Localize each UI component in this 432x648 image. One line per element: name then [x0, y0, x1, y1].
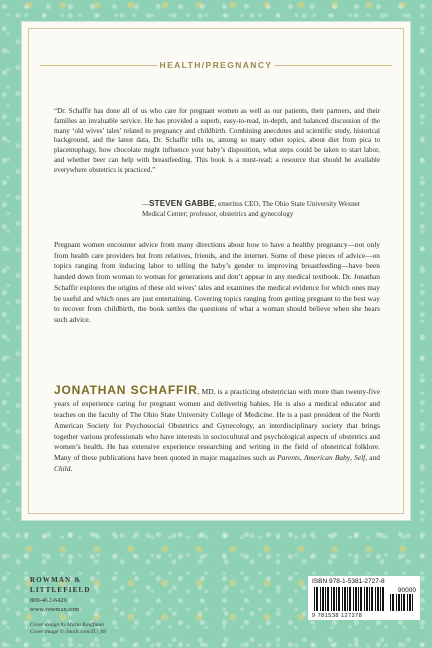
cover-credits — [30, 622, 106, 637]
category-heading — [22, 60, 410, 70]
price-code: 90000 — [397, 587, 416, 594]
magazine-self: Self — [354, 453, 366, 463]
cover-image-credit: Cover image © iStock.com/ZU_09 — [30, 629, 106, 636]
publisher-url: www.rowman.com — [30, 605, 80, 613]
publisher-phone: 800-462-6420 — [30, 596, 67, 604]
magazine-sep-2: , — [350, 453, 355, 463]
category-label: HEALTH/PREGNANCY — [159, 60, 273, 70]
publisher-name-line-2: LITTLEFIELD — [30, 585, 91, 594]
publisher-name-line-1: ROWMAN & — [30, 576, 82, 584]
endorsement-attribution — [142, 198, 380, 220]
magazine-american-baby: American Baby — [303, 453, 351, 463]
author-bio-text: , MD, is a practicing obstetrician with more than twenty-five years of experience caring for pregnant women and delivering babies. He is also a medical educator and teaches on the faculty of The Ohio State University College of Medicine. He is a past president of the North American Society for Psychosocial Obstetrics and Gynecology, an interdisciplinary society that brings together various professionals who have interests in sociocultural and psychological aspects of obstetrics and women’s health. He has extensive experience researching and writing in the field of obstetrical folklore. Many of these publications have been quoted in major magazines such as — [54, 387, 380, 463]
heading-rule-left — [40, 65, 158, 66]
magazine-parents: Parents — [277, 453, 300, 463]
magazine-sep-3: , and — [365, 453, 380, 463]
barcode-bars — [314, 587, 386, 611]
magazine-sep-1: , — [299, 453, 304, 463]
barcode-addon-bars — [390, 594, 414, 611]
publisher-block — [30, 576, 91, 614]
endorser-title: , emeritus CEO, The Ohio State University Wexner Medical Center; professor, obstetrics and gynecology — [142, 200, 361, 218]
attribution-dash: — — [142, 200, 150, 208]
endorsement-quote: “Dr. Schaffir has done all of us who care for pregnant women as well as our patients, their partners, and their families an invaluable service. He has provided a superb, easy-to-read, in-depth, and balanced discussion of the many ‘old wives’ tales’ related to pregnancy and childbirth. Combining anecdotes and scientific study, historical background, and the latest data, Dr. Schaffir tells us, among so many other topics, about diet from pica to placentophagy, how chocolate might influence your baby’s disposition, what steps could be taken to start labor, and whether beer can help with breastfeeding. This book is a must-read; a resource that should be available everywhere obstetrics is practiced.” — [54, 107, 380, 174]
isbn-text: ISBN 978-1-5381-2727-8 — [312, 578, 385, 585]
magazine-child: Child — [54, 463, 71, 473]
isbn-barcode — [308, 576, 420, 620]
bottom-strip — [0, 520, 432, 648]
bio-end: . — [70, 463, 73, 473]
book-description: Pregnant women encounter advice from many directions about how to have a healthy pregnancy—not only from health care providers but from relatives, friends, and the internet. Some of these pieces of advice—on topics ranging from inducing labor to telling the baby’s gender to improving breastfeeding—have been handed down from woman to woman for generations and don’t appear in any medical textbook. Dr. Jonathan Schaffir explores the origins of these old wives’ tales and examines the medical evidence for which ones may be useful and which ones are just entertaining. Covering topics ranging from getting pregnant to the best way to recover from childbirth, the book settles the questions of what a woman should believe when she hears such advice. — [54, 240, 380, 325]
cover-design-credit: Cover design by Maria Kauffman — [30, 622, 104, 628]
heading-rule-right — [274, 65, 392, 66]
author-bio — [54, 382, 380, 475]
barcode-digits: 9 781538 127278 — [312, 613, 363, 619]
content-panel — [22, 22, 410, 520]
endorser-name: STEVEN GABBE — [149, 199, 215, 208]
author-name: JONATHAN SCHAFFIR — [54, 383, 198, 397]
